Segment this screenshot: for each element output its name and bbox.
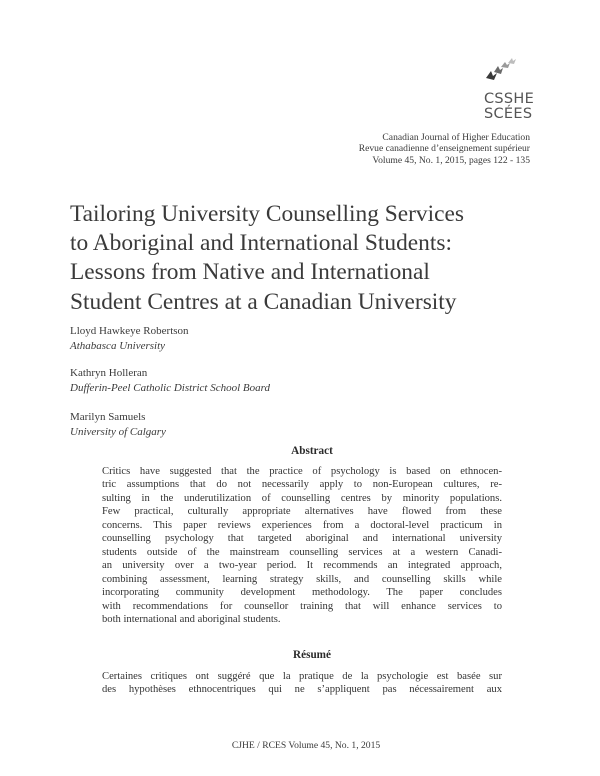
author-block: [70, 366, 270, 395]
abstract-line: incorporating community development methodology. The paper concludes: [102, 587, 502, 599]
title-line: Lessons from Native and International: [70, 259, 430, 286]
abstract-line: students outside of the mainstream counselling services at a western Canadi-: [102, 546, 502, 558]
author-affiliation: University of Calgary: [70, 425, 166, 438]
abstract-heading: Abstract: [291, 445, 333, 457]
resume-line: des hypothèses ethnocentriques qui ne s’appliquent pas nécessairement aux: [102, 684, 502, 696]
abstract-line: tric assumptions that do not necessarily apply to non-European cultures, re-: [102, 479, 502, 491]
title-line: to Aboriginal and International Students:: [70, 230, 452, 257]
abstract-line: with recommendations for counsellor training that will enhance services to: [102, 600, 502, 612]
abstract-text: [102, 465, 502, 626]
title-line: Student Centres at a Canadian University: [70, 288, 457, 315]
abstract-line: Critics have suggested that the practice of psychology is based on ethnocen-: [102, 466, 502, 477]
title-line: Tailoring University Counselling Services: [70, 201, 464, 227]
birds-icon: [482, 54, 522, 82]
author-affiliation: Athabasca University: [70, 339, 166, 352]
author-block: [70, 410, 166, 439]
abstract-line: both international and aboriginal students.: [102, 613, 281, 625]
abstract-line: concerns. This paper reviews experiences from a doctoral-level practicum in: [102, 519, 502, 531]
logo-text-scees: SCÉES: [484, 106, 533, 122]
journal-name-en: Canadian Journal of Higher Education: [382, 132, 530, 143]
abstract-line: an university over a two-year period. It recommends an integrated approach,: [102, 560, 502, 572]
abstract-line: combining assessment, learning strategy skills, and counselling skills while: [102, 573, 502, 585]
abstract-line: sulting in the underutilization of counselling centres by minority populations.: [102, 492, 502, 504]
page-footer: CJHE / RCES Volume 45, No. 1, 2015: [231, 740, 381, 751]
author-affiliation: Dufferin-Peel Catholic District School Board: [70, 381, 271, 394]
abstract-line: Few practical, culturally appropriate alternatives have flowed from these: [102, 506, 502, 518]
csshe-logo: [474, 54, 534, 124]
journal-info: [359, 132, 530, 166]
paper-title: [70, 200, 540, 317]
journal-volume: Volume 45, No. 1, 2015, pages 122 - 135: [372, 154, 530, 166]
author-block: [70, 324, 189, 353]
resume-text: [102, 670, 502, 697]
abstract-line: counselling psychology that targeted aboriginal and international university: [102, 533, 502, 545]
resume-heading: Résumé: [293, 649, 331, 661]
journal-name-fr: Revue canadienne d’enseignement supérieur: [358, 143, 530, 155]
logo-text-csshe: CSSHE: [484, 91, 535, 107]
author-name: Kathryn Holleran: [70, 367, 148, 379]
author-name: Lloyd Hawkeye Robertson: [70, 325, 189, 337]
author-name: Marilyn Samuels: [70, 411, 146, 423]
resume-line: Certaines critiques ont suggéré que la pratique de la psychologie est basée sur: [102, 671, 502, 682]
